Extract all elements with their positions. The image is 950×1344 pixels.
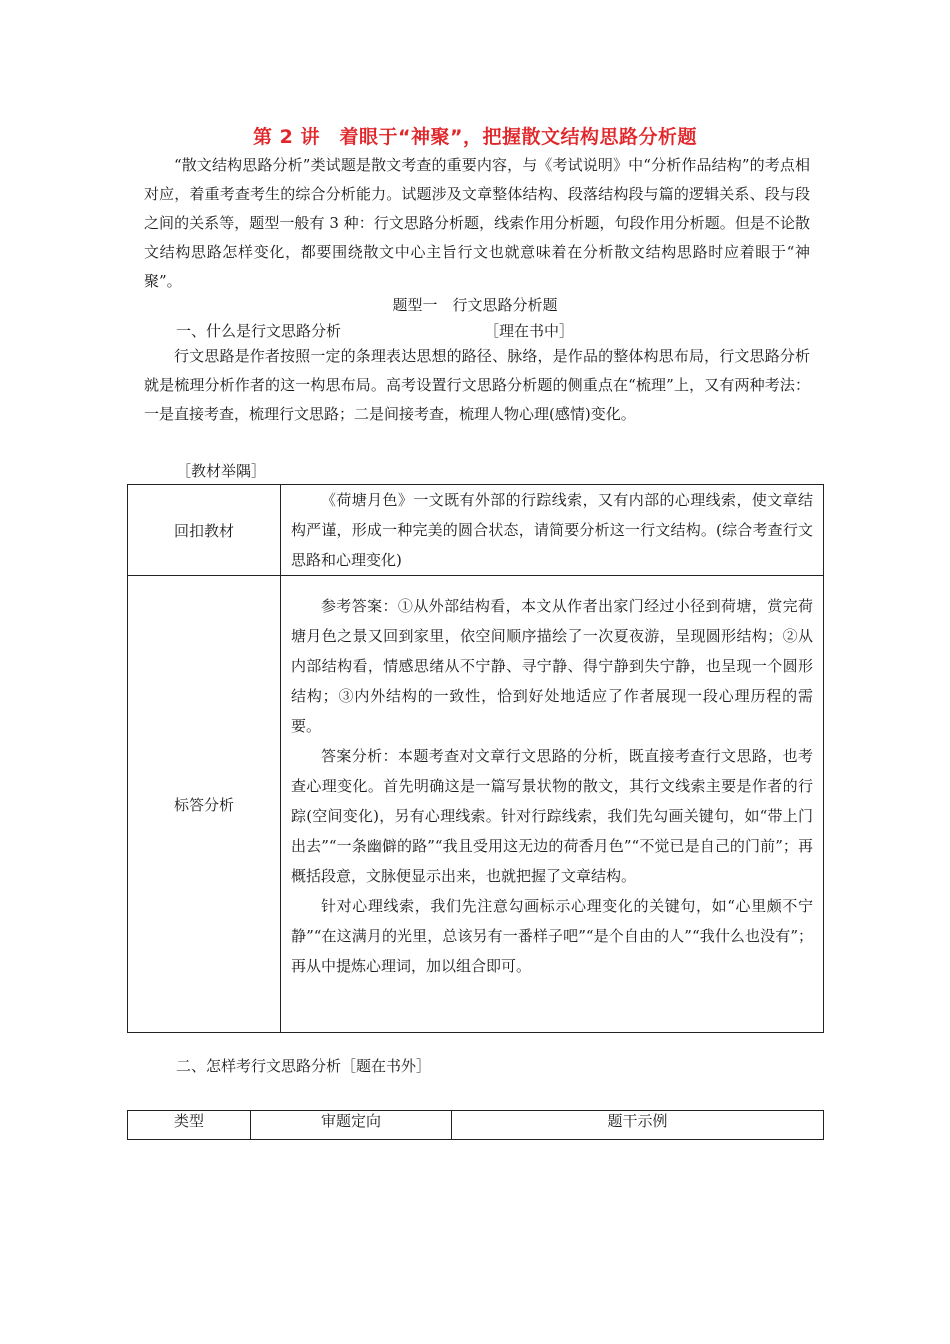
subheading-1: 一、什么是行文思路分析	[176, 322, 342, 340]
row-label	[128, 485, 281, 576]
intro-paragraph: “散文结构思路分析”类试题是散文考查的重要内容，与《考试说明》中“分析作品结构”的考点相对应，着重考查考生的综合分析能力。试题涉及文章整体结构、段落结构段与篇的逻辑关系、段与段之间的关系等，题型一般有 3 种：行文思路分析题，线索作用分析题，句段作用分析题。但是不论散文结构思路怎样变化，都要围绕散文中心主旨行文也就意味着在分析散文结构思路时应着眼于“神聚”。	[144, 156, 810, 290]
question-type-table	[127, 1110, 824, 1140]
section1-body: 行文思路是作者按照一定的条理表达思想的路径、脉络，是作品的整体构思布局，行文思路分析就是梳理分析作者的这一构思布局。高考设置行文思路分析题的侧重点在“梳理”上，又有两种考法：一是直接考查，梳理行文思路；二是间接考查，梳理人物心理(感情)变化。	[144, 347, 810, 423]
example-tag: ［教材举隅］	[176, 462, 267, 480]
row-label-text: 回扣教材	[173, 521, 234, 540]
analysis-table	[127, 484, 824, 1033]
answer-paragraph: 参考答案：①从外部结构看，本文从作者出家门经过小径到荷塘，赏完荷塘月色之景又回到家里，依空间顺序描绘了一次夏夜游，呈现圆形结构；②从内部结构看，情感思绪从不宁静、寻宁静、得宁静到失宁静，也呈现一个圆形结构；③内外结构的一致性，恰到好处地适应了作者展现一段心理历程的需要。	[291, 597, 813, 735]
table-row	[128, 485, 824, 576]
page-title: 第 2 讲 着眼于“神聚”，把握散文结构思路分析题	[253, 126, 697, 148]
header-cell: 类型	[128, 1111, 251, 1140]
table-row	[128, 576, 824, 1033]
section2-heading: 二、怎样考行文思路分析［题在书外］	[176, 1057, 432, 1075]
section-heading: 题型一 行文思路分析题	[392, 296, 558, 314]
analysis-paragraph: 答案分析：本题考查对文章行文思路的分析，既直接考查行文思路，也考查心理变化。首先明确这是一篇写景状物的散文，其行文线索主要是作者的行踪(空间变化)，另有心理线索。针对行踪线索，我们先勾画关键句，如“带上门出去”“一条幽僻的路”“我且受用这无边的荷香月色”“不觉已是自己的门前”；再概括段意，文脉便显示出来，也就把握了文章结构。	[291, 747, 813, 885]
row-content	[281, 576, 824, 1033]
table-header-row	[128, 1111, 824, 1140]
analysis-paragraph: 针对心理线索，我们先注意勾画标示心理变化的关键句，如“心里颇不宁静”“在这满月的光里，总该另有一番样子吧”“是个自由的人”“我什么也没有”；再从中提炼心理词，加以组合即可。	[291, 897, 813, 975]
question-text: 《荷塘月色》一文既有外部的行踪线索，又有内部的心理线索，使文章结构严谨，形成一种完美的圆合状态，请简要分析这一行文结构。(综合考查行文思路和心理变化)	[291, 491, 813, 569]
row-label-text: 标答分析	[173, 795, 234, 814]
row-content	[281, 485, 824, 576]
row-label	[128, 576, 281, 1033]
header-cell: 审题定向	[251, 1111, 452, 1140]
subheading-1-tag: ［理在书中］	[484, 322, 575, 340]
header-cell: 题干示例	[452, 1111, 824, 1140]
